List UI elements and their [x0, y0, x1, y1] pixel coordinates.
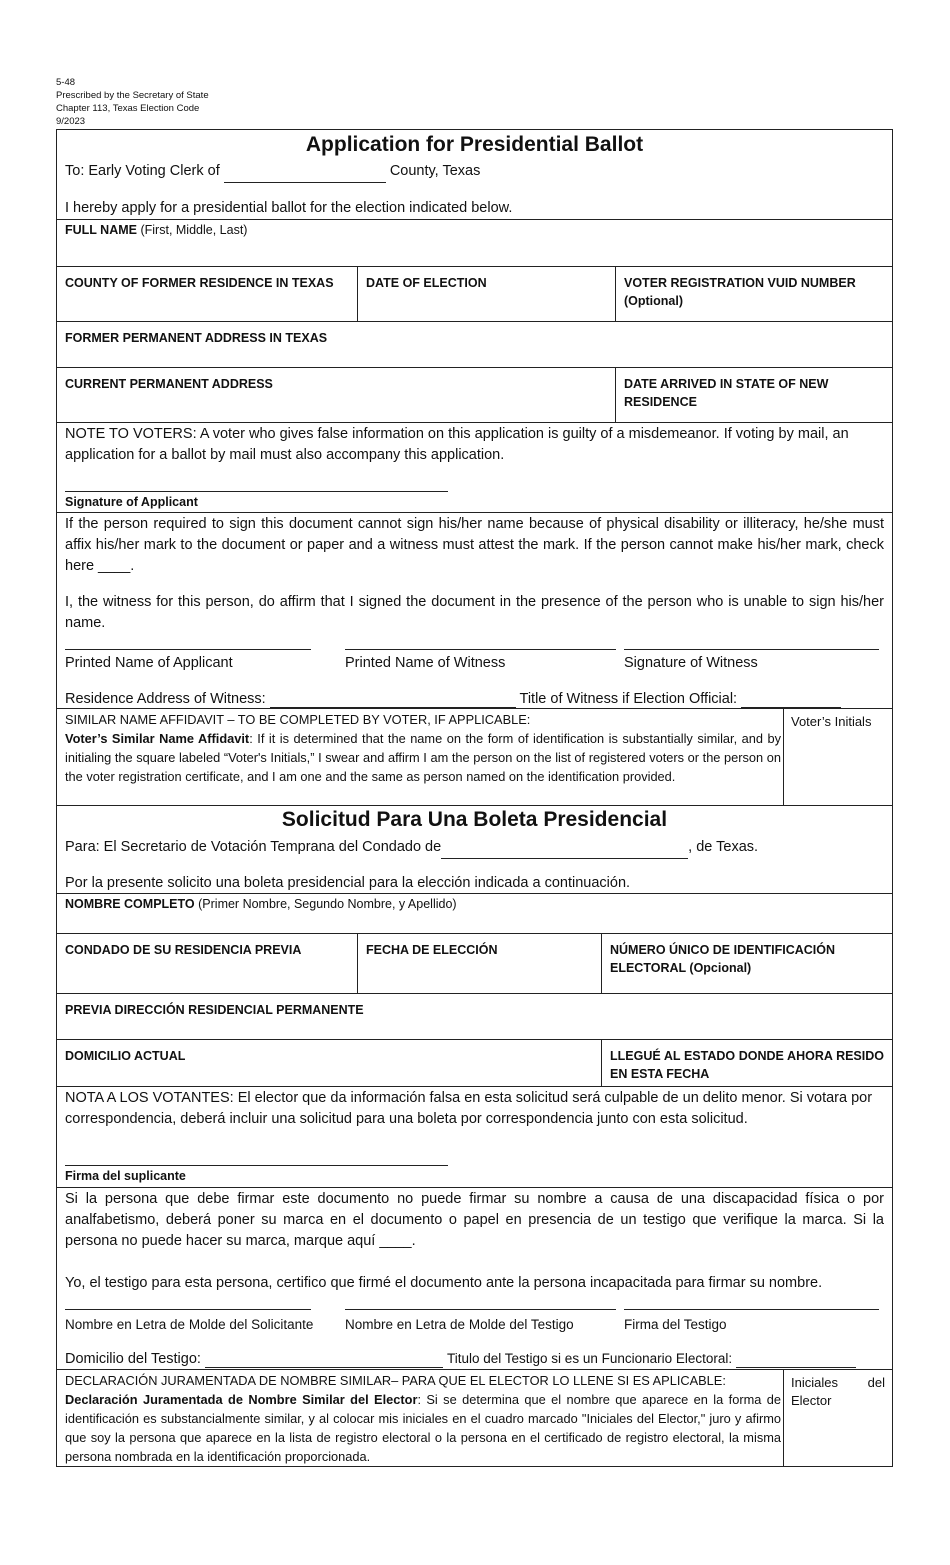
date-arrived-field[interactable]: DATE ARRIVED IN STATE OF NEW RESIDENCE	[615, 368, 892, 422]
affidavit-text	[65, 710, 781, 786]
affidavit-text-es	[65, 1371, 781, 1466]
note-text: NOTE TO VOTERS: A voter who gives false information on this application is guilty of a misdemeanor. If voting by mail, an application for a ballot by mail must also accompany this application.	[65, 426, 849, 463]
note-section	[57, 422, 892, 512]
residence-witness-blank-es[interactable]	[205, 1351, 443, 1368]
prescribed-by: Prescribed by the Secretary of State	[56, 90, 209, 101]
signature-witness-label: Signature of Witness	[624, 655, 758, 671]
county-field-es[interactable]: CONDADO DE SU RESIDENCIA PREVIA	[65, 943, 302, 957]
chapter-ref: Chapter 113, Texas Election Code	[56, 103, 200, 114]
current-address-field-es[interactable]: DOMICILIO ACTUAL	[65, 1049, 186, 1063]
affidavit-section	[57, 708, 892, 805]
printed-name-witness-line-es[interactable]	[345, 1309, 616, 1310]
signature-witness-label-es: Firma del Testigo	[624, 1317, 727, 1332]
date-election-field-es[interactable]: FECHA DE ELECCIÓN	[357, 934, 601, 993]
voter-initials-box-es[interactable]	[783, 1370, 892, 1466]
former-address-field-es[interactable]	[57, 993, 892, 1039]
to-line-suffix: County, Texas	[389, 163, 481, 179]
to-line-es: Para: El Secretario de Votación Temprana del Condado de , de Texas.	[65, 837, 884, 859]
spanish-form	[56, 805, 893, 1467]
affidavit-heading: SIMILAR NAME AFFIDAVIT – TO BE COMPLETED BY VOTER, IF APPLICABLE:	[65, 712, 531, 727]
witness-section	[57, 512, 892, 708]
witness-text-1-es: Si la persona que debe firmar este documento no puede firmar su nombre a causa de una discapacidad física o por analfabetismo, deberá poner su marca en el documento o papel en presencia de un testigo que verifique la marca. Si la persona no puede hacer su marca, marque aquí ____.	[65, 1191, 884, 1249]
signature-label: Signature of Applicant	[65, 495, 198, 509]
county-date-vuid-row	[57, 266, 892, 321]
signature-witness-line-es[interactable]	[624, 1309, 879, 1310]
printed-name-applicant-label: Printed Name of Applicant	[65, 655, 233, 671]
current-address-field[interactable]: CURRENT PERMANENT ADDRESS	[65, 377, 273, 391]
title-section	[57, 130, 892, 219]
printed-name-witness-label-es: Nombre en Letra de Molde del Testigo	[345, 1317, 574, 1332]
county-blank-es[interactable]	[441, 837, 688, 859]
form-title: Application for Presidential Ballot	[305, 133, 644, 156]
county-field[interactable]: COUNTY OF FORMER RESIDENCE IN TEXAS	[65, 276, 334, 290]
to-line	[65, 161, 884, 183]
affidavit-bold: Voter’s Similar Name Affidavit	[65, 731, 250, 746]
affidavit-body: : If it is determined that the name on the form of identification is substantially similar, and by initialing the square labeled “Voter's Initials,” I swear and affirm I am the person on the list of registered voters or the person on the voter registration certificate, and I am one and the same as person named on the identification provided.	[65, 731, 782, 784]
applicant-signature-line[interactable]	[65, 491, 448, 492]
witness-section-es	[57, 1187, 892, 1369]
printed-name-applicant-line-es[interactable]	[65, 1309, 311, 1310]
date-arrived-field-es[interactable]: LLEGUÉ AL ESTADO DONDE AHORA RESIDO EN ESTA FECHA	[601, 1040, 892, 1086]
affidavit-heading-es: DECLARACIÓN JURAMENTADA DE NOMBRE SIMILAR– PARA QUE EL ELECTOR LO LLENE SI ES APLICABLE:	[65, 1373, 726, 1388]
county-date-vuid-row-es	[57, 933, 892, 993]
witness-text-2-es: Yo, el testigo para esta persona, certifico que firmé el documento ante la persona incapacitada para firmar su nombre.	[65, 1275, 823, 1291]
current-address-row	[57, 367, 892, 422]
vuid-field[interactable]: VOTER REGISTRATION VUID NUMBER (Optional)	[615, 267, 892, 321]
note-text-es: NOTA A LOS VOTANTES: El elector que da información falsa en esta solicitud será culpable de un delito menor. Si votara por correspondencia, deberá incluir una solicitud para una boleta por correspondencia junto con esta solicitud.	[65, 1090, 873, 1127]
residence-witness-blank[interactable]	[270, 691, 516, 708]
witness-text-2: I, the witness for this person, do affirm that I signed the document in the presence of the person who is unable to sign his/her name.	[65, 594, 884, 631]
full-name-field-es[interactable]	[57, 893, 892, 933]
date-election-field[interactable]: DATE OF ELECTION	[357, 267, 615, 321]
note-section-es	[57, 1086, 892, 1187]
signature-label-es: Firma del suplicante	[65, 1169, 186, 1183]
residence-witness-line-es: Domicilio del Testigo: Titulo del Testigo si es un Funcionario Electoral:	[65, 1351, 856, 1368]
applicant-signature-line-es[interactable]	[65, 1165, 448, 1166]
county-blank[interactable]	[224, 161, 386, 183]
affidavit-section-es	[57, 1369, 892, 1466]
current-address-row-es	[57, 1039, 892, 1086]
signature-witness-line[interactable]	[624, 649, 879, 650]
full-name-field[interactable]	[57, 219, 892, 266]
affidavit-bold-es: Declaración Juramentada de Nombre Similar del Elector	[65, 1392, 418, 1407]
apply-text-es: Por la presente solicito una boleta presidencial para la elección indicada a continuación.	[65, 875, 631, 891]
printed-name-applicant-label-es: Nombre en Letra de Molde del Solicitante	[65, 1317, 314, 1332]
full-name-label-es: NOMBRE COMPLETO (Primer Nombre, Segundo Nombre, y Apellido)	[65, 897, 457, 911]
former-address-label: FORMER PERMANENT ADDRESS IN TEXAS	[65, 331, 328, 345]
title-witness-blank-es[interactable]	[736, 1351, 856, 1368]
printed-name-witness-line[interactable]	[345, 649, 616, 650]
affidavit-body-es: : Si se determina que el nombre que aparece en la forma de identificación es substancialmente similar, y al colocar mis iniciales en el cuadro marcado "Iniciales del Elector," juro y afirmo que soy la persona que aparece en la lista de registro electoral o la persona en el certificado de registro electoral, la misma persona nombrada en la identificación proporcionada.	[65, 1392, 781, 1464]
revision-date: 9/2023	[56, 116, 86, 127]
form-header	[56, 76, 209, 128]
full-name-label: FULL NAME (First, Middle, Last)	[65, 223, 248, 237]
former-address-label-es: PREVIA DIRECCIÓN RESIDENCIAL PERMANENTE	[65, 1003, 364, 1017]
form-number: 5-48	[56, 77, 76, 88]
vuid-field-es[interactable]: NÚMERO ÚNICO DE IDENTIFICACIÓN ELECTORAL (Opcional)	[601, 934, 892, 993]
voter-initials-box[interactable]	[783, 709, 892, 805]
apply-text: I hereby apply for a presidential ballot for the election indicated below.	[65, 200, 513, 216]
english-form	[56, 129, 893, 806]
printed-name-applicant-line[interactable]	[65, 649, 311, 650]
voter-initials-label-es: Iniciales del Elector	[791, 1375, 885, 1408]
to-line-prefix: To: Early Voting Clerk of	[65, 163, 220, 179]
residence-witness-line: Residence Address of Witness: Title of Witness if Election Official:	[65, 691, 841, 708]
witness-text-1: If the person required to sign this document cannot sign his/her name because of physical disability or illiteracy, he/she must affix his/her mark to the document or paper and a witness must attest the mark. If the person cannot make his/her mark, check here ____.	[65, 516, 884, 574]
form-title-es: Solicitud Para Una Boleta Presidencial	[281, 808, 668, 831]
former-address-field[interactable]	[57, 321, 892, 367]
title-section-es	[57, 806, 892, 893]
printed-name-witness-label: Printed Name of Witness	[345, 655, 506, 671]
title-witness-blank[interactable]	[741, 691, 841, 708]
voter-initials-label: Voter’s Initials	[791, 714, 872, 729]
